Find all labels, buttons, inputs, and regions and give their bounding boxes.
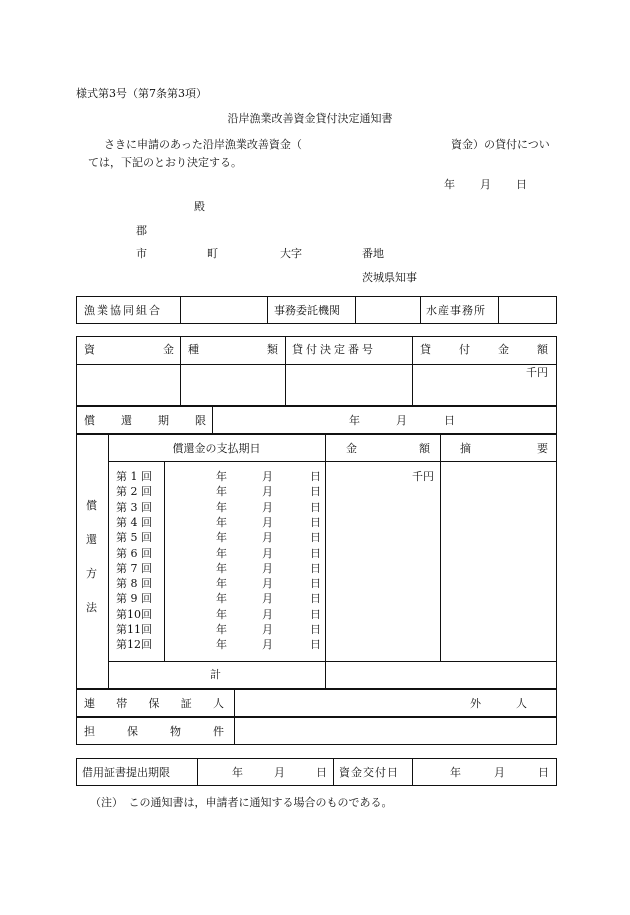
installment-year: 年 (216, 638, 227, 651)
installment-number: 第 2 回 (116, 485, 152, 498)
header-type: 種 類 (188, 343, 278, 356)
installment-number: 第 3 回 (116, 501, 152, 514)
date-day: 日 (516, 178, 527, 191)
repay-deadline-month: 月 (396, 414, 407, 427)
installment-month: 月 (262, 623, 273, 636)
address-machi: 町 (207, 247, 218, 260)
loan-amount-unit: 千円 (526, 366, 548, 379)
address-shi: 市 (136, 247, 147, 260)
total-label: 計 (210, 668, 221, 681)
installment-year: 年 (216, 470, 227, 483)
installment-year: 年 (216, 485, 227, 498)
installment-day: 日 (310, 470, 321, 483)
installment-day: 日 (310, 623, 321, 636)
label-fisheries-office: 水産事務所 (426, 304, 486, 317)
date-month: 月 (480, 178, 491, 191)
installment-year: 年 (216, 577, 227, 590)
document-title: 沿岸漁業改善資金貸付決定通知書 (227, 112, 393, 125)
installment-number: 第 4 回 (116, 516, 152, 529)
label-delegated-agency: 事務委託機関 (274, 304, 340, 317)
installment-month: 月 (262, 501, 273, 514)
label-repayment-method: 償 還 方 法 (86, 499, 97, 614)
installment-year: 年 (216, 592, 227, 605)
installment-day: 日 (310, 531, 321, 544)
header-payment-date: 償還金の支払期日 (172, 442, 261, 455)
guarantor-others: 外 (470, 697, 481, 710)
installment-number: 第 9 回 (116, 592, 152, 605)
installment-number: 第 1 回 (116, 470, 152, 483)
installment-year: 年 (216, 547, 227, 560)
header-decision-number: 貸付決定番号 (292, 343, 376, 356)
installment-number: 第 8 回 (116, 577, 152, 590)
address-gun: 郡 (136, 224, 147, 237)
installment-month: 月 (262, 608, 273, 621)
installment-day: 日 (310, 547, 321, 560)
installment-year: 年 (216, 501, 227, 514)
installment-month: 月 (262, 577, 273, 590)
form-number: 様式第3号（第7条第3項） (76, 87, 207, 100)
footnote: （注） この通知書は，申請者に通知する場合のものである。 (90, 796, 393, 809)
installment-year: 年 (216, 608, 227, 621)
repay-deadline-year: 年 (349, 414, 360, 427)
addressee-suffix: 殿 (194, 200, 205, 213)
installment-month: 月 (262, 562, 273, 575)
label-delivery-date: 資金交付日 (339, 766, 399, 779)
installment-month: 月 (262, 470, 273, 483)
body-text-line1-b: 資金）の貸付につい (451, 138, 550, 151)
bond-deadline-year: 年 (232, 766, 243, 779)
bond-deadline-month: 月 (274, 766, 285, 779)
installment-number: 第 7 回 (116, 562, 152, 575)
delivery-day: 日 (538, 766, 549, 779)
label-repayment-deadline: 償 還 期 限 (84, 414, 206, 427)
installment-day: 日 (310, 608, 321, 621)
installment-month: 月 (262, 516, 273, 529)
installment-number: 第11回 (116, 623, 152, 636)
bond-deadline-day: 日 (316, 766, 327, 779)
installment-month: 月 (262, 638, 273, 651)
installment-number: 第 5 回 (116, 531, 152, 544)
installment-month: 月 (262, 547, 273, 560)
body-text-line2: ては，下記のとおり決定する。 (88, 156, 242, 169)
label-bond-deadline: 借用証書提出期限 (82, 766, 170, 779)
installment-year: 年 (216, 531, 227, 544)
installment-day: 日 (310, 638, 321, 651)
installment-day: 日 (310, 562, 321, 575)
repay-deadline-day: 日 (444, 414, 455, 427)
header-fund: 資 金 (84, 343, 174, 356)
body-text-line1-a: さきに申請のあった沿岸漁業改善資金（ (104, 138, 302, 151)
installment-month: 月 (262, 531, 273, 544)
date-year: 年 (444, 178, 455, 191)
delivery-year: 年 (450, 766, 461, 779)
installment-month: 月 (262, 485, 273, 498)
amount-unit: 千円 (412, 470, 434, 483)
label-fishery-coop: 漁業協同組合 (84, 304, 162, 317)
installment-year: 年 (216, 516, 227, 529)
address-banchi: 番地 (362, 247, 384, 260)
header-remarks: 摘 要 (460, 442, 548, 455)
header-loan-amount: 貸 付 金 額 (420, 343, 548, 356)
issuer-name: 茨城県知事 (362, 271, 417, 284)
installment-number: 第 6 回 (116, 547, 152, 560)
installment-day: 日 (310, 577, 321, 590)
installment-number: 第12回 (116, 638, 152, 651)
label-joint-guarantor: 連 帯 保 証 人 (84, 697, 224, 710)
guarantor-persons: 人 (516, 697, 527, 710)
installment-day: 日 (310, 592, 321, 605)
installment-year: 年 (216, 562, 227, 575)
installment-day: 日 (310, 516, 321, 529)
installment-day: 日 (310, 485, 321, 498)
address-oaza: 大字 (280, 247, 302, 260)
installment-month: 月 (262, 592, 273, 605)
label-collateral: 担 保 物 件 (84, 725, 224, 738)
installment-number: 第10回 (116, 608, 152, 621)
header-amount: 金 額 (346, 442, 430, 455)
installment-year: 年 (216, 623, 227, 636)
delivery-month: 月 (494, 766, 505, 779)
installment-day: 日 (310, 501, 321, 514)
